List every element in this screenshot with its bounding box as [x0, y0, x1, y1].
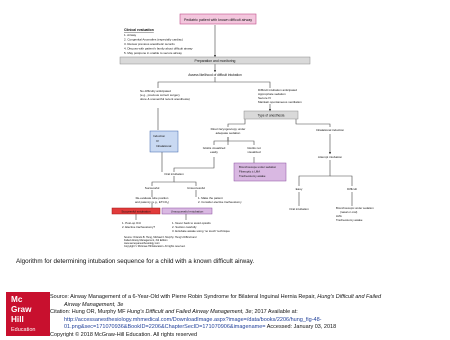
node-root-text: Pediatric patient with known difficult airway [183, 18, 253, 22]
citation-line [50, 309, 446, 317]
source-prefix: Source: Airway Management of a 6-Year-Old with Pierre Robin Syndrome for Bilateral Inguinal Hernia Repair, [50, 294, 318, 300]
source-note-line: Source: Orlando B. Hung, Michael F. Murphy: Hung's Difficult and [124, 236, 197, 239]
source-block [50, 294, 446, 340]
glottis-not-line: visualized [247, 150, 261, 154]
glottis-easy-line: easily [210, 150, 218, 154]
never-back-line: 3. Extubate awake using 'no touch' technique [172, 229, 230, 233]
assess-text: Assess likelihood of difficult intubation [188, 73, 242, 77]
citation-url-1[interactable]: http://accessanesthesiology.mhmedical.com/DownloadImage.aspx?image=/data/books/2206/hung_fig-48- [64, 316, 322, 323]
never-back-line: 2. Suction carefully [172, 225, 197, 229]
node-no-difficulty [140, 89, 190, 101]
post-op-line: 2. Elective tracheostomy? [122, 225, 156, 229]
type-anesthesia-text: Type of anesthesia [257, 113, 285, 118]
direct-lary-line: Direct laryngoscopy under [210, 127, 246, 131]
bronch-option: Fiberoptic ± LMA [239, 169, 261, 174]
make-patent-line: 1. Make the patient [198, 196, 223, 200]
easy-text: Easy [295, 187, 303, 191]
successful-ext-text: Successful extubation [121, 209, 151, 214]
unsuccessful-ext-text: Unsuccessful extubation [170, 209, 204, 214]
node-bronch-options-2 [336, 206, 374, 222]
source-line-2 [50, 302, 446, 310]
node-reevaluate [135, 196, 169, 204]
citation-prefix: Citation: Hung OR, Murphy MF [50, 309, 128, 316]
attempt-text: Attempt intubation [317, 155, 343, 159]
source-book: Hung's Difficult and Failed [317, 294, 382, 300]
figure-caption: Algorithm for determining intubation sequence for a child with a known difficult airway. [16, 258, 255, 265]
figure-source-note [124, 236, 197, 248]
bronch-opt2: Bronchoscopic under sedation [336, 206, 374, 210]
oral-intubation-text: Oral intubation [164, 172, 184, 176]
clinical-title: Clinical evaluation [124, 28, 154, 32]
citation-suffix: ; 2017 Available at: [251, 309, 298, 316]
no-diff-line: done & uneventful recent anesthesia) [140, 97, 190, 101]
bronch-option: Tracheostomy awake [239, 174, 266, 178]
node-never-back [172, 221, 230, 233]
citation-accessed: Accessed: January 03, 2018 [265, 324, 337, 331]
induction-option: Inhalational [156, 144, 172, 148]
reevaluate-line: Re-evaluate tube position [135, 196, 169, 200]
node-unsuccessful-extubation [162, 208, 212, 214]
citation-book: Hung's Difficult and Failed Airway Management, 3e [127, 309, 252, 316]
node-difficulty-anticipated [258, 88, 302, 104]
node-glottis-not [247, 146, 261, 154]
bronch-opt2: (nasal or oral) [340, 210, 358, 214]
clinical-item: 1. Airway [124, 33, 137, 37]
node-direct-laryngoscopy [211, 127, 246, 135]
glottis-easy-line: Glottis visualized [202, 146, 226, 150]
node-preparation-text: Preparation and monitoring [194, 59, 236, 63]
unsuccessful-text: Unsuccessful [187, 186, 205, 190]
diff-ant-line: Appropriate sedation [258, 92, 286, 96]
bronch-opt2: LMA [336, 214, 342, 218]
source-note-line: Copyright © McGraw-Hill Education. All rights reserved. [124, 245, 186, 248]
clinical-item: 3. Review previous anesthetic records [124, 42, 175, 46]
node-type-of-anesthesia [244, 111, 298, 119]
induction-title: Induction [153, 134, 166, 138]
logo-line: Hill [11, 315, 24, 324]
source-note-line: www.accessanesthesiology.com [124, 242, 160, 245]
node-successful-extubation [112, 208, 160, 214]
successful-text: Successful [144, 186, 160, 190]
node-glottis-easy [203, 146, 226, 154]
no-diff-line: No difficulty anticipated [140, 89, 171, 93]
post-op-line: 1. Post-op ICU [122, 221, 141, 225]
logo-line: Graw [11, 305, 32, 314]
node-bronch-options [234, 163, 286, 181]
direct-lary-line: adequate sedation [215, 131, 241, 135]
clinical-item: 4. Discuss with patient's family about difficult airway [124, 46, 193, 51]
source-book-2: Airway Management, 3e [64, 301, 124, 308]
node-induction [150, 131, 178, 152]
induction-option: IV [156, 139, 159, 143]
source-note-line: Failed Airway Management, 3rd Edition [124, 239, 168, 242]
logo-line: Education [11, 327, 36, 333]
citation-url-2-link[interactable]: 01.png&sec=171070936&BookID=2206&ChapterSecID=171070906&imagename= [64, 324, 266, 331]
logo-line: Mc [11, 295, 23, 304]
reevaluate-line: and patency (e.g., ETCO₂) [134, 200, 170, 204]
clinical-evaluation [124, 28, 193, 55]
bronch-opt2: Tracheostomy awake [336, 218, 363, 222]
diff-ant-line: Maintain spontaneous ventilation [258, 100, 302, 104]
never-back-line: 1. Never back to avoid opioids [172, 221, 211, 225]
bronch-option: Bronchoscope under sedation [239, 165, 277, 169]
clinical-item: 5. May postpone in unable to secure airway [124, 51, 182, 55]
node-make-patent [198, 196, 242, 204]
diff-ant-line: Difficult intubation anticipated [258, 88, 297, 92]
glottis-not-line: Glottis not [247, 146, 261, 150]
copyright-text: Copyright © 2018 McGraw-Hill Education. All rights reserved [50, 331, 198, 338]
node-root [180, 14, 256, 24]
clinical-item: 2. Congenital Anomalies (especially cardiac) [124, 37, 183, 42]
mcgraw-hill-logo [6, 292, 50, 336]
no-diff-line: (e.g., previous correct surgery [140, 93, 180, 97]
source-line [50, 294, 446, 302]
inhal-induction-text: Inhalational induction [315, 128, 345, 132]
make-patent-line: 2. Consider elective tracheostomy [198, 200, 242, 204]
node-preparation [120, 57, 310, 64]
diff-ant-line: Secure IV [258, 96, 272, 100]
citation-url-2 [50, 324, 446, 332]
oral-intubation-2-text: Oral intubation [289, 207, 309, 211]
difficult-text: Difficult [347, 187, 357, 191]
node-post-op [122, 221, 155, 229]
